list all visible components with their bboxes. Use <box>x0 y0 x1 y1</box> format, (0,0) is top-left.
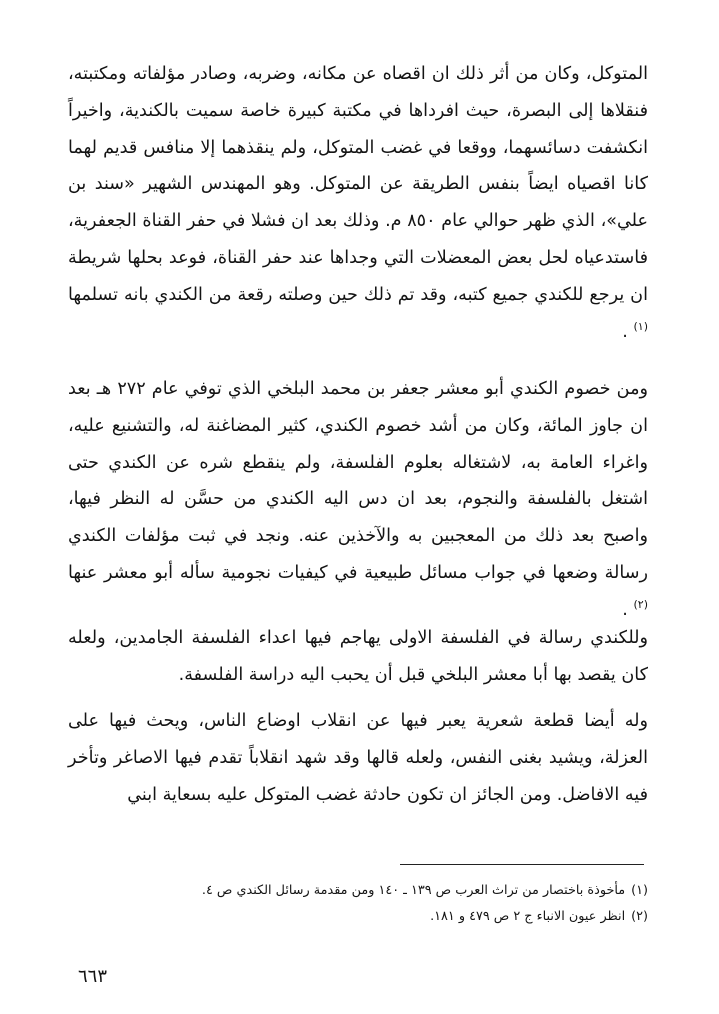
footnote-divider <box>400 864 644 865</box>
footnote-1-text: مأخوذة باختصار من تراث العرب ص ١٣٩ ـ ١٤٠ ومن مقدمة رسائل الكندي ص ٤. <box>201 883 626 898</box>
footnotes <box>68 878 648 930</box>
paragraph-2-end: . <box>622 599 628 620</box>
footnote-1 <box>68 878 648 904</box>
paragraph-1-text: المتوكل، وكان من أثر ذلك ان اقصاه عن مكانه، وضربه، وصادر مؤلفاته ومكتبته، فنقلاها إلى البصرة، حيث افرداها في مكتبة كبيرة خاصة سميت بالكندية، واخيراً انكشفت دسائسهما، ووقعا في غضب المتوكل، ولم ينقذهما إلا منافس قديم لهما كانا اقصياه ايضاً بنفس الطريقة عن المتوكل. وهو المهندس الشهير «سند بن علي»، الذي ظهر حوالي عام ٨٥٠ م. وذلك بعد ان فشلا في حفر القناة الجعفرية، فاستدعياه لحل بعض المعضلات التي وجداها عند حفر القناة، فوعد بحلها شريطة ان يرجع للكندي جميع كتبه، وقد تم ذلك حين وصلته رقعة من الكندي بانه تسلمها <box>68 64 648 305</box>
footnote-2-text: انظر عيون الانباء ج ٢ ص ٤٧٩ و ١٨١. <box>430 909 626 924</box>
paragraph-1 <box>68 56 648 350</box>
footnote-ref-2[interactable]: (٢) <box>633 597 648 611</box>
paragraph-2 <box>68 371 648 629</box>
footnote-2-number: (٢) <box>631 909 648 924</box>
paragraph-1-end: . <box>622 321 628 342</box>
paragraph-2-text: ومن خصوم الكندي أبو معشر جعفر بن محمد البلخي الذي توفي عام ٢٧٢ هـ بعد ان جاوز المائة، وكان من أشد خصوم الكندي، كثير المضاغنة له، والتشنيع عليه، واغراء العامة به، لاشتغاله بعلوم الفلسفة، ولم ينقطع شره عن الكندي حتى اشتغل بالفلسفة والنجوم، بعد ان دس اليه الكندي من حسَّن له النظر فيها، واصبح بعد ذلك من المعجبين به والآخذين عنه. ونجد في ثبت مؤلفات الكندي رسالة وضعها في جواب مسائل طبيعية في كيفيات نجومية سأله أبو معشر عنها <box>68 379 648 583</box>
page-number: ٦٦٣ <box>78 966 108 987</box>
paragraph-3: وللكندي رسالة في الفلسفة الاولى يهاجم فيها اعداء الفلسفة الجامدين، ولعله كان يقصد بها أبا معشر البلخي قبل أن يحبب اليه دراسة الفلسفة. <box>68 628 648 685</box>
paragraph-4: وله أيضا قطعة شعرية يعبر فيها عن انقلاب اوضاع الناس، ويحث فيها على العزلة، ويشيد بغنى النفس، ولعله قالها وقد شهد انقلاباً تقدم فيها الاصاغر وتأخر فيه الافاضل. ومن الجائز ان تكون حادثة غضب المتوكل عليه بسعاية ابني <box>68 711 648 805</box>
footnote-1-number: (١) <box>631 883 648 898</box>
footnote-ref-1[interactable]: (١) <box>633 319 648 333</box>
footnote-2 <box>68 904 648 930</box>
